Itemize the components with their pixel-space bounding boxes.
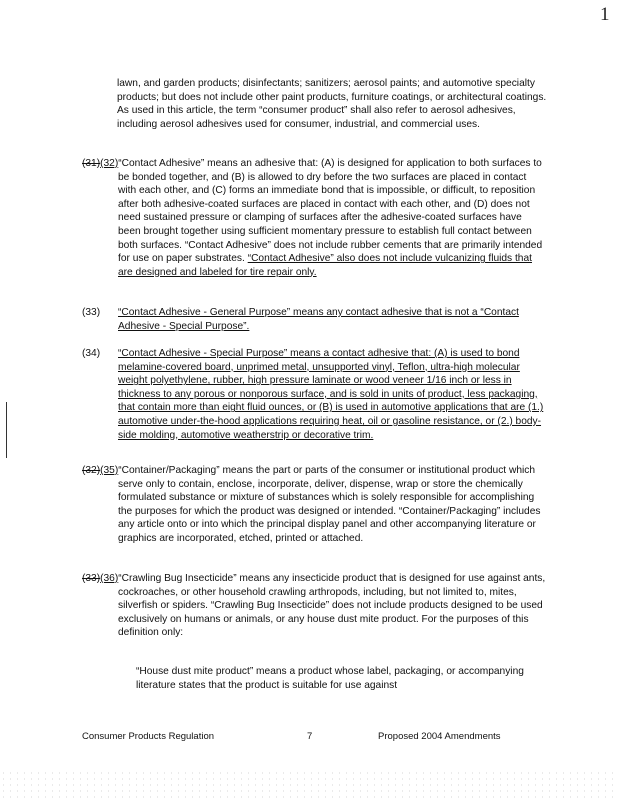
definition-33-body: “Contact Adhesive - General Purpose” means any contact adhesive that is not a “Contact Adhesive - Special Purpose”. bbox=[118, 307, 519, 332]
old-number: (31) bbox=[82, 158, 101, 169]
definition-34 bbox=[82, 347, 547, 442]
new-number: (32) bbox=[100, 158, 119, 169]
page-corner-mark: 1 bbox=[600, 4, 610, 25]
definition-33-text bbox=[118, 306, 547, 333]
definition-crawling-bug-insecticide bbox=[82, 572, 547, 640]
definition-body: “Crawling Bug Insecticide” means any insecticide product that is designed for use against ants, cockroaches, or other household crawling arthropods, including, but not limited to, mites, silverfish or spiders. “Crawling Bug Insecticide” does not include products designed to be used exclusively on humans or animals, or any house dust mite product. For the purposes of this definition only: bbox=[118, 573, 546, 639]
item-number: (34) bbox=[82, 348, 101, 359]
definition-body: “Container/Packaging” means the part or parts of the consumer or institutional product which serve only to contain, enclose, incorporate, deliver, dispense, wrap or store the chemically formulated substance or mixture of substances which is solely responsible for accomplishing the purposes for which the product was designed or intended. “Container/Packaging” includes any article onto or into which the principal display panel and other accompanying literature or graphics are incorporated, etched, printed or attached. bbox=[118, 465, 541, 544]
intro-text: lawn, and garden products; disinfectants; sanitizers; aerosol paints; and automotive specialty products; but does not include other paint products, furniture coatings, or architectural coatings. As used in this article, the term “consumer product” shall also refer to aerosol adhesives, including aerosol adhesives used for consumer, industrial, and commercial uses. bbox=[117, 78, 547, 130]
footer-right: Proposed 2004 Amendments bbox=[378, 731, 501, 742]
definition-crawling-text bbox=[82, 572, 547, 640]
definition-body: “Contact Adhesive” means an adhesive that: (A) is designed for application to both surfaces to be bonded together, and (B) is allowed to dry before the two surfaces are placed in contact with each other, and (C) forms an immediate bond that is impossible, or difficult, to reposition after both adhesive-coated surfaces are placed in contact with each other, and (D) does not need sustained pressure or clamping of surfaces after the adhesive-coated surfaces have been brought together using sufficient momentary pressure to establish full contact between both surfaces. “Contact Adhesive” does not include rubber cements that are primarily intended for use on paper substrates. bbox=[118, 158, 543, 265]
old-number: (32) bbox=[82, 465, 101, 476]
definition-34-text bbox=[118, 347, 547, 442]
definition-contact-adhesive-text bbox=[82, 157, 547, 279]
item-number: (33) bbox=[82, 307, 101, 318]
definition-contact-adhesive bbox=[82, 157, 547, 279]
subparagraph-house-dust-mite bbox=[136, 665, 536, 692]
definition-33 bbox=[82, 306, 547, 333]
definition-34-body: “Contact Adhesive - Special Purpose” means a contact adhesive that: (A) is used to bond melamine-covered board, unprimed metal, unsupported vinyl, Teflon, ultra-high molecular weight polyethylene, rubber, high pressure laminate or wood veneer 1/16 inch or less in thickness to any porous or nonporous surface, and is sold in units of product, less packaging, that contain more than eight fluid ounces, or (B) is used in automotive applications that are (1.) automotive under-the-hood applications requiring heat, oil or gasoline resistance, or (2.) body-side molding, automotive weatherstrip or decorative trim. bbox=[118, 348, 544, 441]
footer-left: Consumer Products Regulation bbox=[82, 731, 215, 742]
subparagraph-text: “House dust mite product” means a product whose label, packaging, or accompanying literature states that the product is suitable for use against bbox=[136, 666, 524, 691]
old-number: (33) bbox=[82, 573, 101, 584]
footer-page-number: 7 bbox=[307, 731, 313, 742]
new-number: (35) bbox=[100, 465, 119, 476]
revision-bar bbox=[6, 402, 7, 458]
definition-container-packaging bbox=[82, 464, 547, 546]
added-text: “Contact Adhesive” also does not include vulcanizing fluids that are designed and labeled for tire repair only. bbox=[118, 253, 532, 278]
new-number: (36) bbox=[100, 573, 119, 584]
definition-container-text bbox=[82, 464, 547, 546]
scan-noise bbox=[0, 770, 619, 800]
intro-paragraph bbox=[117, 77, 547, 131]
